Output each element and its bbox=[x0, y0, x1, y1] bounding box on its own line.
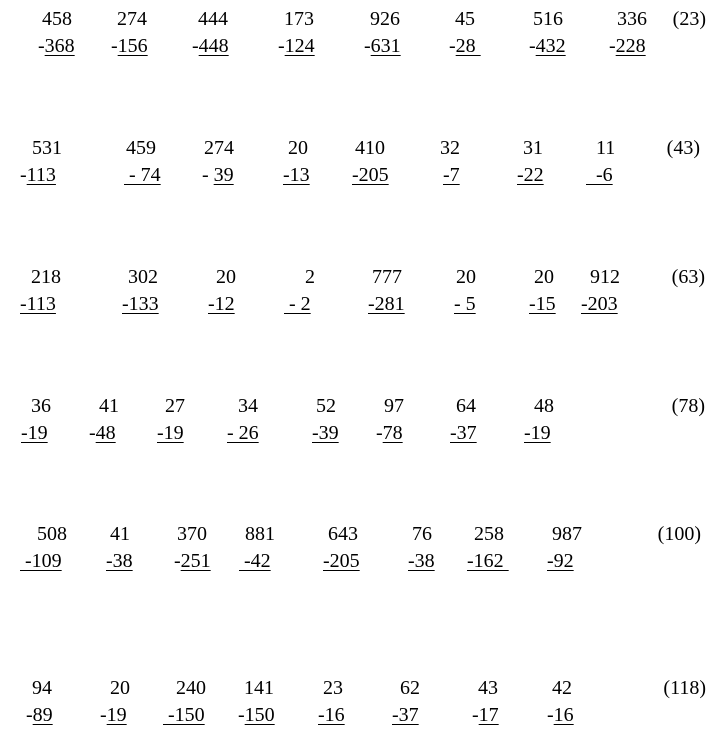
subtrahend bbox=[192, 35, 229, 57]
subtrahend bbox=[20, 164, 56, 186]
subtrahend bbox=[318, 704, 345, 726]
minus-sign: - bbox=[174, 550, 181, 572]
subtrahend-value: -162 bbox=[467, 550, 509, 572]
minuend: 23 bbox=[323, 677, 343, 699]
subtrahend bbox=[443, 164, 460, 186]
subtrahend bbox=[21, 422, 48, 444]
minus-sign: - bbox=[202, 164, 214, 186]
minuend: 274 bbox=[117, 8, 147, 30]
minus-sign: - bbox=[547, 704, 554, 726]
minuend: 274 bbox=[204, 137, 234, 159]
subtrahend bbox=[283, 164, 310, 186]
subtrahend-value: 89 bbox=[32, 704, 53, 726]
subtrahend bbox=[408, 550, 435, 572]
minuend: 336 bbox=[617, 8, 647, 30]
minus-sign: - bbox=[238, 704, 245, 726]
minuend: 410 bbox=[355, 137, 385, 159]
minus-sign: - bbox=[609, 35, 616, 57]
row-score: (100) bbox=[657, 523, 701, 545]
problem-row bbox=[0, 395, 723, 455]
subtrahend bbox=[449, 35, 481, 57]
subtrahend-value: 432 bbox=[535, 35, 566, 57]
subtrahend-value: 631 bbox=[370, 35, 401, 57]
minuend: 531 bbox=[32, 137, 62, 159]
minuend: 20 bbox=[288, 137, 308, 159]
subtrahend-value: -7 bbox=[443, 164, 460, 186]
subtrahend bbox=[238, 704, 275, 726]
minuend: 444 bbox=[198, 8, 228, 30]
minuend: 41 bbox=[99, 395, 119, 417]
subtrahend bbox=[472, 704, 499, 726]
minuend: 20 bbox=[110, 677, 130, 699]
subtrahend bbox=[364, 35, 401, 57]
minuend: 458 bbox=[42, 8, 72, 30]
minus-sign: - bbox=[376, 422, 383, 444]
subtrahend-value: 78 bbox=[382, 422, 403, 444]
minuend: 2 bbox=[305, 266, 315, 288]
subtrahend bbox=[278, 35, 315, 57]
subtrahend bbox=[124, 164, 161, 186]
minus-sign: - bbox=[20, 164, 27, 186]
problem-row bbox=[0, 266, 723, 326]
subtrahend bbox=[239, 550, 271, 572]
subtrahend-value: -38 bbox=[106, 550, 133, 572]
subtrahend-value: - 5 bbox=[454, 293, 476, 315]
subtrahend-value: 228 bbox=[615, 35, 646, 57]
subtrahend-value: -12 bbox=[208, 293, 235, 315]
minuend: 76 bbox=[412, 523, 432, 545]
minuend: 32 bbox=[440, 137, 460, 159]
subtrahend-value: - 2 bbox=[284, 293, 311, 315]
subtrahend bbox=[392, 704, 419, 726]
subtrahend-value: -19 bbox=[524, 422, 551, 444]
subtrahend-value: -16 bbox=[318, 704, 345, 726]
subtrahend bbox=[529, 293, 556, 315]
minuend: 508 bbox=[37, 523, 67, 545]
problem-row bbox=[0, 8, 723, 68]
minuend: 258 bbox=[474, 523, 504, 545]
minuend: 516 bbox=[533, 8, 563, 30]
minuend: 48 bbox=[534, 395, 554, 417]
minuend: 881 bbox=[245, 523, 275, 545]
subtrahend bbox=[581, 293, 618, 315]
minuend: 987 bbox=[552, 523, 582, 545]
minuend: 11 bbox=[596, 137, 616, 159]
subtrahend-value: 448 bbox=[198, 35, 229, 57]
subtrahend-value: -6 bbox=[586, 164, 613, 186]
minuend: 94 bbox=[32, 677, 52, 699]
subtrahend bbox=[450, 422, 477, 444]
minuend: 34 bbox=[238, 395, 258, 417]
minuend: 36 bbox=[31, 395, 51, 417]
subtrahend-value: - 26 bbox=[227, 422, 259, 444]
row-score: (43) bbox=[666, 137, 700, 159]
subtrahend bbox=[586, 164, 613, 186]
row-score: (118) bbox=[663, 677, 706, 699]
subtrahend-value: 28 bbox=[455, 35, 481, 57]
minuend: 27 bbox=[165, 395, 185, 417]
minuend: 643 bbox=[328, 523, 358, 545]
minus-sign: - bbox=[111, 35, 118, 57]
row-score: (78) bbox=[671, 395, 705, 417]
minuend: 52 bbox=[316, 395, 336, 417]
subtrahend bbox=[227, 422, 259, 444]
minuend: 45 bbox=[455, 8, 475, 30]
minuend: 97 bbox=[384, 395, 404, 417]
subtrahend bbox=[38, 35, 75, 57]
problem-row bbox=[0, 137, 723, 197]
subtrahend-value: -205 bbox=[323, 550, 360, 572]
subtrahend-value: 156 bbox=[117, 35, 148, 57]
minus-sign: - bbox=[364, 35, 371, 57]
subtrahend bbox=[368, 293, 405, 315]
subtrahend-value: -15 bbox=[529, 293, 556, 315]
subtrahend-value: -37 bbox=[392, 704, 419, 726]
subtrahend bbox=[111, 35, 148, 57]
subtrahend-value: 16 bbox=[553, 704, 574, 726]
subtrahend-value: 17 bbox=[478, 704, 499, 726]
subtrahend bbox=[26, 704, 53, 726]
subtrahend-value: 113 bbox=[26, 164, 56, 186]
minus-sign: - bbox=[529, 35, 536, 57]
problem-row bbox=[0, 523, 723, 583]
minuend: 926 bbox=[370, 8, 400, 30]
subtrahend-value: -37 bbox=[450, 422, 477, 444]
minus-sign: - bbox=[100, 704, 107, 726]
subtrahend bbox=[529, 35, 566, 57]
subtrahend bbox=[163, 704, 205, 726]
subtrahend bbox=[157, 422, 184, 444]
minuend: 173 bbox=[284, 8, 314, 30]
subtrahend-value: -150 bbox=[163, 704, 205, 726]
subtrahend-value: -39 bbox=[312, 422, 339, 444]
subtrahend-value: -133 bbox=[122, 293, 159, 315]
minuend: 777 bbox=[372, 266, 402, 288]
minus-sign: - bbox=[472, 704, 479, 726]
subtrahend-value: 150 bbox=[244, 704, 275, 726]
subtrahend-value: -109 bbox=[20, 550, 62, 572]
subtrahend-value: 39 bbox=[213, 164, 234, 186]
subtrahend-value: -19 bbox=[21, 422, 48, 444]
subtrahend bbox=[376, 422, 403, 444]
subtrahend-value: -38 bbox=[408, 550, 435, 572]
minus-sign: - bbox=[192, 35, 199, 57]
subtrahend bbox=[524, 422, 551, 444]
minus-sign: - bbox=[278, 35, 285, 57]
subtrahend-value: 124 bbox=[284, 35, 315, 57]
minus-sign: - bbox=[449, 35, 456, 57]
minus-sign: - bbox=[38, 35, 45, 57]
subtrahend-value: -113 bbox=[20, 293, 56, 315]
subtrahend bbox=[312, 422, 339, 444]
subtrahend bbox=[454, 293, 476, 315]
subtrahend-value: -42 bbox=[239, 550, 271, 572]
subtrahend bbox=[122, 293, 159, 315]
subtrahend bbox=[352, 164, 389, 186]
minuend: 218 bbox=[31, 266, 61, 288]
row-score: (23) bbox=[672, 8, 706, 30]
minuend: 43 bbox=[478, 677, 498, 699]
subtrahend-value: -13 bbox=[283, 164, 310, 186]
minuend: 20 bbox=[534, 266, 554, 288]
minuend: 459 bbox=[126, 137, 156, 159]
subtrahend-value: -92 bbox=[547, 550, 574, 572]
minuend: 62 bbox=[400, 677, 420, 699]
subtrahend-value: 19 bbox=[106, 704, 127, 726]
minuend: 141 bbox=[244, 677, 274, 699]
minuend: 64 bbox=[456, 395, 476, 417]
subtrahend bbox=[284, 293, 311, 315]
subtrahend-value: -205 bbox=[352, 164, 389, 186]
subtrahend-value: - 74 bbox=[124, 164, 161, 186]
minuend: 302 bbox=[128, 266, 158, 288]
minuend: 31 bbox=[523, 137, 543, 159]
subtrahend bbox=[609, 35, 646, 57]
minuend: 240 bbox=[176, 677, 206, 699]
subtrahend bbox=[174, 550, 211, 572]
subtrahend-value: -19 bbox=[157, 422, 184, 444]
subtrahend bbox=[100, 704, 127, 726]
subtrahend bbox=[89, 422, 116, 444]
row-score: (63) bbox=[671, 266, 705, 288]
subtrahend-value: -22 bbox=[517, 164, 544, 186]
subtrahend-value: 251 bbox=[180, 550, 211, 572]
minus-sign: - bbox=[89, 422, 96, 444]
subtrahend-value: 368 bbox=[44, 35, 75, 57]
subtrahend bbox=[106, 550, 133, 572]
subtrahend-value: 48 bbox=[95, 422, 116, 444]
minuend: 42 bbox=[552, 677, 572, 699]
subtrahend-value: -281 bbox=[368, 293, 405, 315]
subtrahend bbox=[323, 550, 360, 572]
subtrahend bbox=[20, 293, 56, 315]
minuend: 20 bbox=[216, 266, 236, 288]
subtrahend bbox=[20, 550, 62, 572]
subtrahend-value: -203 bbox=[581, 293, 618, 315]
minuend: 41 bbox=[110, 523, 130, 545]
subtrahend bbox=[202, 164, 234, 186]
subtrahend bbox=[467, 550, 509, 572]
minuend: 20 bbox=[456, 266, 476, 288]
subtrahend bbox=[547, 550, 574, 572]
minuend: 370 bbox=[177, 523, 207, 545]
problem-row bbox=[0, 677, 723, 737]
subtrahend bbox=[547, 704, 574, 726]
minuend: 912 bbox=[590, 266, 620, 288]
subtrahend bbox=[517, 164, 544, 186]
subtrahend bbox=[208, 293, 235, 315]
minus-sign: - bbox=[26, 704, 33, 726]
